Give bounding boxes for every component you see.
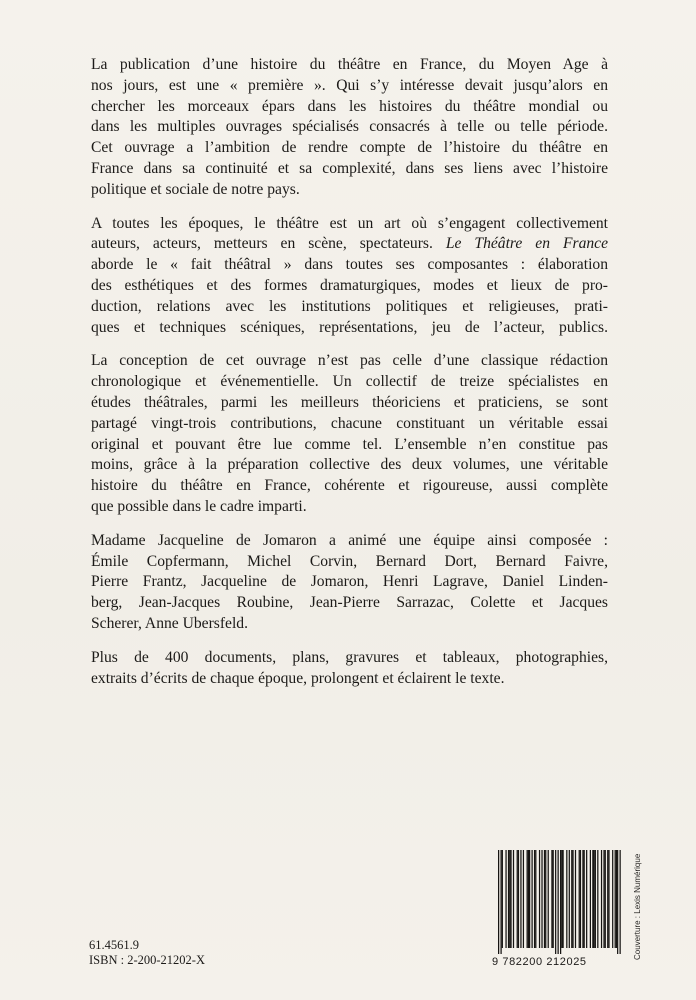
barcode-bar xyxy=(534,850,535,948)
paragraph-team xyxy=(91,531,608,635)
reference-number: 61.4561.9 xyxy=(89,938,139,952)
text-line: moins, grâce à la préparation collective des deux volumes, une véritable xyxy=(91,456,608,474)
text-line: politique et sociale de notre pays. xyxy=(91,180,300,198)
text-line-with-title xyxy=(91,234,608,255)
barcode-bar xyxy=(518,850,519,948)
barcode-bar xyxy=(595,850,596,948)
barcode-digits: 9 782200 212025 xyxy=(492,956,587,968)
barcode-bar xyxy=(555,850,556,954)
text-line: que possible dans le cadre imparti. xyxy=(91,497,307,515)
barcode-bars xyxy=(492,850,622,954)
barcode-bar xyxy=(580,850,581,948)
barcode-bar xyxy=(605,850,606,948)
catalog-codes xyxy=(89,938,205,968)
barcode-bar xyxy=(510,850,511,948)
text-line: dans les multiples ouvrages spécialisés consacrés à telle ou telle période. xyxy=(91,118,608,136)
barcode-bar xyxy=(558,850,559,954)
barcode-bar xyxy=(531,850,532,948)
text-line: A toutes les époques, le théâtre est un art où s’engagent collectivement xyxy=(91,214,608,232)
blurb-text xyxy=(91,55,608,702)
barcode-bar xyxy=(617,850,618,954)
barcode-bar xyxy=(615,850,616,948)
barcode-bar xyxy=(545,850,546,948)
barcode-bar xyxy=(535,850,536,948)
barcode-bar xyxy=(544,850,545,948)
barcode-bar xyxy=(601,850,602,948)
text-line: berg, Jean-Jacques Roubine, Jean-Pierre Sarrazac, Colette et Jacques xyxy=(91,594,608,612)
barcode-bar xyxy=(593,850,594,948)
barcode-bar xyxy=(560,850,561,954)
barcode xyxy=(492,850,622,975)
barcode-bar xyxy=(500,850,501,954)
barcode-bar xyxy=(572,850,573,948)
text-line: Madame Jacqueline de Jomaron a animé une équipe ainsi composée : xyxy=(91,531,608,549)
text-line: La publication d’une histoire du théâtre en France, du Moyen Age à xyxy=(91,56,608,73)
text-line: aborde le « fait théâtral » dans toutes ses composantes : élaboration xyxy=(91,256,608,274)
text-line: histoire du théâtre en France, cohérente et rigoureuse, aussi complète xyxy=(91,477,608,495)
text-line: des esthétiques et des formes dramaturgiques, modes et lieux de pro- xyxy=(91,276,608,294)
paragraph-documents xyxy=(91,648,608,690)
text-line: Plus de 400 documents, plans, gravures et tableaux, photographies, xyxy=(91,648,608,666)
barcode-bar xyxy=(551,850,552,948)
text-line: études théâtrales, parmi les meilleurs théoriciens et praticiens, se sont xyxy=(91,393,608,411)
cover-credit: Couverture : Lexis Numérique xyxy=(633,853,642,960)
barcode-bar xyxy=(603,850,604,948)
barcode-bar xyxy=(509,850,510,948)
barcode-bar xyxy=(616,850,617,948)
barcode-bar xyxy=(590,850,591,948)
barcode-bar xyxy=(528,850,529,948)
text-line: partagé vingt-trois contributions, chacune constituant un véritable essai xyxy=(91,414,608,432)
barcode-bar xyxy=(562,850,563,948)
isbn: ISBN : 2-200-21202-X xyxy=(89,953,205,967)
barcode-bar xyxy=(607,850,608,948)
barcode-bar xyxy=(502,850,503,948)
barcode-bar xyxy=(582,850,583,948)
barcode-bar xyxy=(597,850,598,948)
barcode-bar xyxy=(548,850,549,948)
text-line: duction, relations avec les institutions politiques et religieuses, prati- xyxy=(91,297,608,315)
text-line: chronologique et événementielle. Un collectif de treize spécialistes en xyxy=(91,373,608,391)
barcode-bar xyxy=(513,850,514,948)
book-title: Le Théâtre en France xyxy=(445,235,609,253)
barcode-bar xyxy=(561,850,562,948)
barcode-bar xyxy=(586,850,587,948)
barcode-bar xyxy=(620,850,621,954)
paragraph-intro xyxy=(91,55,608,201)
barcode-bar xyxy=(523,850,524,948)
text-line: Scherer, Anne Ubersfeld. xyxy=(91,614,248,632)
text-line: original et pouvant être lue comme tel. L’ensemble n’en constitue pas xyxy=(91,435,608,453)
barcode-bar xyxy=(498,850,499,954)
barcode-bar xyxy=(608,850,609,948)
text-segment: auteurs, acteurs, metteurs en scène, spectateurs. xyxy=(91,235,433,253)
text-line: France dans sa continuité et sa complexité, dans ses liens avec l’histoire xyxy=(91,159,608,177)
text-line: Pierre Frantz, Jacqueline de Jomaron, Henri Lagrave, Daniel Linden- xyxy=(91,573,608,591)
barcode-bar xyxy=(529,850,530,948)
text-line: chercher les morceaux épars dans les histoires du théâtre mondial ou xyxy=(91,97,608,115)
paragraph-theatre xyxy=(91,214,608,339)
paragraph-conception xyxy=(91,351,608,517)
barcode-bar xyxy=(584,850,585,948)
barcode-bar xyxy=(505,850,506,948)
barcode-bar xyxy=(612,850,613,948)
barcode-bar xyxy=(539,850,540,948)
text-line: La conception de cet ouvrage n’est pas celle d’une classique rédaction xyxy=(91,352,608,370)
text-line: extraits d’écrits de chaque époque, prolongent et éclairent le texte. xyxy=(91,669,505,687)
barcode-bar xyxy=(571,850,572,948)
barcode-bar xyxy=(541,850,542,948)
barcode-bar xyxy=(508,850,509,948)
barcode-bar xyxy=(575,850,576,948)
barcode-bar xyxy=(517,850,518,948)
barcode-bar xyxy=(527,850,528,948)
text-line: nos jours, est une « première ». Qui s’y intéresse devait jusqu’alors en xyxy=(91,76,608,94)
barcode-bar xyxy=(566,850,567,948)
text-line: Émile Copfermann, Michel Corvin, Bernard Dort, Bernard Faivre, xyxy=(91,552,608,570)
barcode-bar xyxy=(569,850,570,948)
text-line: Cet ouvrage a l’ambition de rendre compte de l’histoire du théâtre en xyxy=(91,139,608,157)
barcode-bar xyxy=(592,850,593,948)
barcode-bar xyxy=(520,850,521,948)
barcode-bar xyxy=(579,850,580,948)
text-line: ques et techniques scéniques, représentations, jeu de l’acteur, publics. xyxy=(91,318,608,336)
barcode-bar xyxy=(553,850,554,948)
